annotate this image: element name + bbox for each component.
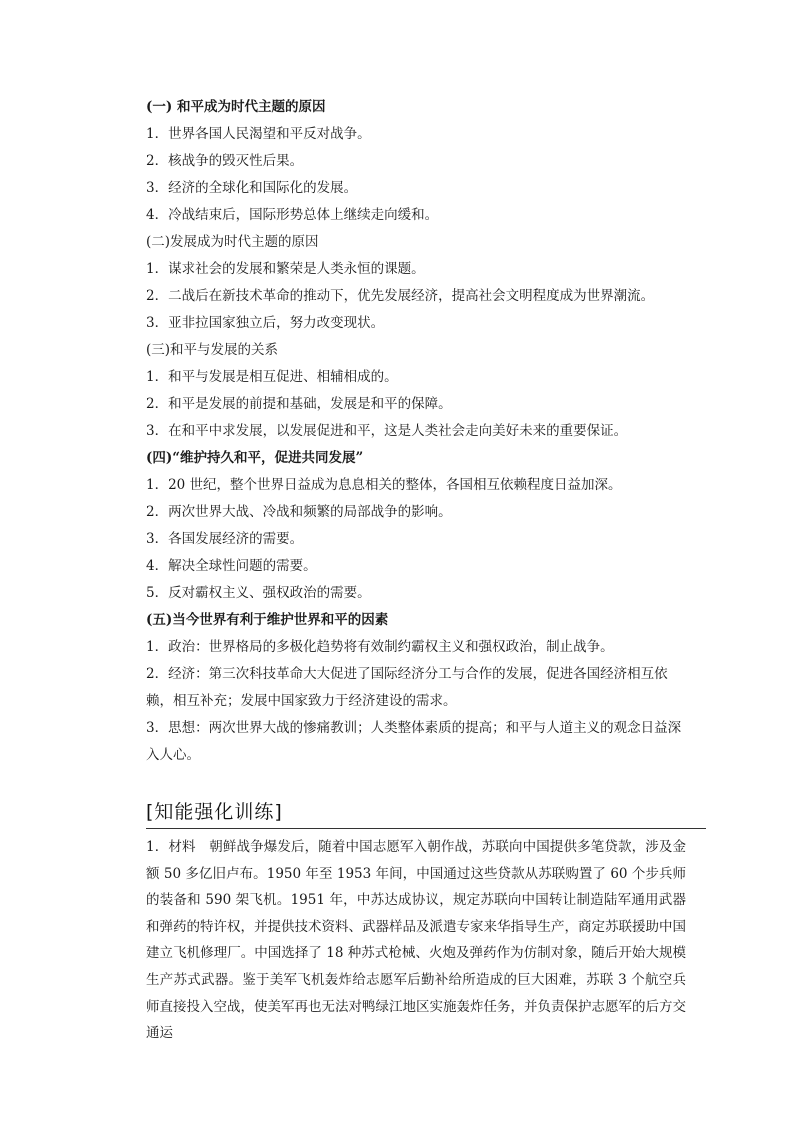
list-item: 1．世界各国人民渴望和平反对战争。: [146, 126, 371, 142]
list-item: 3．在和平中求发展，以发展促进和平，这是人类社会走向美好未来的重要保证。: [146, 423, 628, 439]
list-item: 1．和平与发展是相互促进、相辅相成的。: [146, 369, 398, 385]
material-paragraph: 1．材料 朝鲜战争爆发后，随着中国志愿军入朝作战，苏联向中国提供多笔贷款，涉及金额 50 多亿旧卢布。1950 年至 1953 年间，中国通过这些贷款从苏联购置了 60 个步兵师的装备和 590 架飞机。1951 年，中苏达成协议，规定苏联向中国转让制造陆军通用武器和弹药的特许权，并提供技术资料、武器样品及派遣专家来华指导生产，商定苏联援助中国建立飞机修理厂。中国选择了 18 种苏式枪械、火炮及弹药作为仿制对象，随后开始大规模生产苏式武器。鉴于美军飞机轰炸给志愿军后勤补给所造成的巨大困难，苏联 3 个航空兵师直接投入空战，使美军再也无法对鸭绿江地区实施轰炸任务，并负责保护志愿军的后方交通运: [146, 839, 686, 1042]
list-item: 4．解决全球性问题的需要。: [146, 558, 317, 574]
section-heading-1: (一) 和平成为时代主题的原因: [146, 99, 326, 115]
list-item: 5．反对霸权主义、强权政治的需要。: [146, 585, 371, 601]
list-item: 2．核战争的毁灭性后果。: [146, 153, 304, 169]
list-item: 1．谋求社会的发展和繁荣是人类永恒的课题。: [146, 261, 425, 277]
list-item-paragraph: 3．思想：两次世界大战的惨痛教训；人类整体素质的提高；和平与人道主义的观念日益深入人心。: [146, 720, 682, 763]
list-item-paragraph: 2．经济：第三次科技革命大大促进了国际经济分工与合作的发展，促进各国经济相互依赖，相互补充；发展中国家致力于经济建设的需求。: [146, 666, 668, 709]
section-heading-5: (五)当今世界有利于维护世界和平的因素: [146, 612, 389, 628]
list-item: 2．二战后在新技术革命的推动下，优先发展经济，提高社会文明程度成为世界潮流。: [146, 288, 655, 304]
training-section-header: [146, 798, 706, 829]
list-item: 3．经济的全球化和国际化的发展。: [146, 180, 358, 196]
list-item: 3．各国发展经济的需要。: [146, 531, 304, 547]
section-heading-4: (四)“维护持久和平，促进共同发展”: [146, 450, 364, 466]
list-item: 1．政治：世界格局的多极化趋势将有效制约霸权主义和强权政治，制止战争。: [146, 639, 614, 655]
list-item: 4．冷战结束后，国际形势总体上继续走向缓和。: [146, 207, 439, 223]
main-content: [146, 94, 686, 769]
list-item: 1．20 世纪，整个世界日益成为息息相关的整体，各国相互依赖程度日益加深。: [146, 477, 622, 493]
training-title: [知能强化训练]: [146, 801, 283, 823]
list-item: 2．两次世界大战、冷战和频繁的局部战争的影响。: [146, 504, 452, 520]
list-item: 3．亚非拉国家独立后，努力改变现状。: [146, 315, 385, 331]
section-heading-2: (二)发展成为时代主题的原因: [146, 234, 319, 250]
section-heading-3: (三)和平与发展的关系: [146, 342, 279, 358]
list-item: 2．和平是发展的前提和基础，发展是和平的保障。: [146, 396, 452, 412]
